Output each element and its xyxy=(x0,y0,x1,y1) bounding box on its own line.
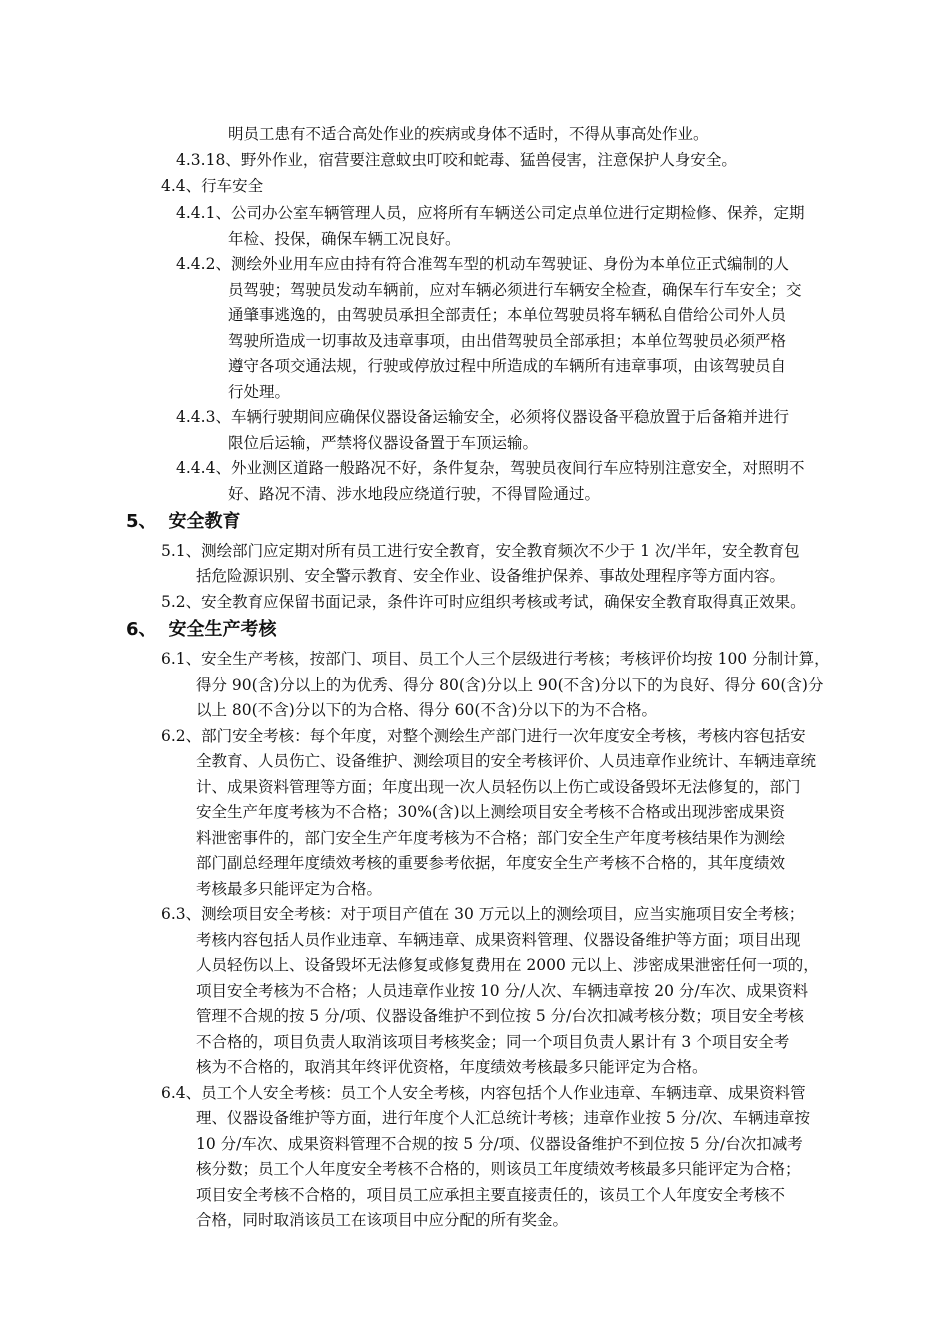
item-4-4-4 xyxy=(176,455,804,481)
subsection-title: 行车安全 xyxy=(201,177,264,195)
lead-line: 明员工患有不适合高处作业的疾病或身体不适时，不得从事高处作业。 xyxy=(228,125,709,143)
section-number: 5、 xyxy=(126,511,157,532)
item-5-1-cont: 括危险源识别、安全警示教育、安全作业、设备维护保养、事故处理程序等方面内容。 xyxy=(196,567,786,585)
item-6-2-cont: 部门副总经理年度绩效考核的重要参考依据，年度安全生产考核不合格的，其年度绩效 xyxy=(196,854,786,872)
item-6-3-cont: 管理不合规的按 5 分/项、仪器设备维护不到位按 5 分/台次扣减考核分数；项目安全考核 xyxy=(196,1007,804,1025)
item-text: 员工个人安全考核：员工个人安全考核，内容包括个人作业违章、车辆违章、成果资料管 xyxy=(201,1084,806,1102)
item-number: 4.4.3、 xyxy=(176,408,231,426)
item-4-4-2-cont: 员驾驶；驾驶员发动车辆前，应对车辆必须进行车辆安全检查，确保车行车安全；交 xyxy=(228,281,802,299)
item-6-3-cont: 项目安全考核为不合格；人员违章作业按 10 分/人次、车辆违章按 20 分/车次、成果资料 xyxy=(196,982,809,1000)
item-4-4-2 xyxy=(176,251,789,277)
item-6-2-cont: 考核最多只能评定为合格。 xyxy=(196,880,383,898)
item-6-4-cont: 合格，同时取消该员工在该项目中应分配的所有奖金。 xyxy=(196,1211,569,1229)
item-number: 6.4、 xyxy=(161,1084,202,1102)
item-text: 外业测区道路一般路况不好，条件复杂，驾驶员夜间行车应特别注意安全，对照明不 xyxy=(230,459,805,477)
item-number: 4.4.4、 xyxy=(176,459,231,477)
section-title: 安全教育 xyxy=(168,511,241,532)
item-6-3-cont: 不合格的，项目负责人取消该项目考核奖金；同一个项目负责人累计有 3 个项目安全考 xyxy=(196,1033,790,1051)
item-text: 测绘项目安全考核：对于项目产值在 30 万元以上的测绘项目，应当实施项目安全考核； xyxy=(201,905,805,923)
section-number: 6、 xyxy=(126,619,157,640)
item-6-1-cont: 以上 80(不含)分以下的为合格、得分 60(不含)分以下的为不合格。 xyxy=(196,701,657,719)
item-text: 测绘外业用车应由持有符合准驾车型的机动车驾驶证、身份为本单位正式编制的人 xyxy=(230,255,789,273)
item-4-4-2-cont: 通肇事逃逸的，由驾驶员承担全部责任；本单位驾驶员将车辆私自借给公司外人员 xyxy=(228,306,787,324)
item-6-4-cont: 项目安全考核不合格的，项目员工应承担主要直接责任的，该员工个人年度安全考核不 xyxy=(196,1186,786,1204)
item-6-4-cont: 10 分/车次、成果资料管理不合规的按 5 分/项、仪器设备维护不到位按 5 分/台次扣减考 xyxy=(196,1135,803,1153)
item-number: 6.3、 xyxy=(161,905,202,923)
item-6-1 xyxy=(161,646,830,672)
item-5-2 xyxy=(161,589,806,615)
item-number: 6.1、 xyxy=(161,650,202,668)
item-4-4-1 xyxy=(176,200,804,226)
item-4-4-1-cont: 年检、投保，确保车辆工况良好。 xyxy=(228,230,461,248)
item-text: 测绘部门应定期对所有员工进行安全教育，安全教育频次不少于 1 次/半年，安全教育包 xyxy=(201,542,800,560)
item-6-1-cont: 得分 90(含)分以上的为优秀、得分 80(含)分以上 90(不含)分以下的为良好、得分 60(含)分 xyxy=(196,676,824,694)
section-heading-6 xyxy=(126,617,277,643)
item-text: 安全生产考核，按部门、项目、员工个人三个层级进行考核；考核评价均按 100 分制计算， xyxy=(201,650,830,668)
item-6-2-cont: 安全生产年度考核为不合格；30%(含)以上测绘项目安全考核不合格或出现涉密成果资 xyxy=(196,803,786,821)
item-number: 5.1、 xyxy=(161,542,202,560)
item-4-4-4-cont: 好、路况不清、涉水地段应绕道行驶，不得冒险通过。 xyxy=(228,485,601,503)
item-6-2-cont: 计、成果资料管理等方面；年度出现一次人员轻伤以上伤亡或设备毁坏无法修复的，部门 xyxy=(196,778,801,796)
item-5-1 xyxy=(161,538,800,564)
section-heading-5 xyxy=(126,509,241,535)
item-text: 安全教育应保留书面记录，条件许可时应组织考核或考试，确保安全教育取得真正效果。 xyxy=(201,593,806,611)
item-4-4-2-cont: 驾驶所造成一切事故及违章事项，由出借驾驶员全部承担；本单位驾驶员必须严格 xyxy=(228,332,787,350)
item-6-4 xyxy=(161,1080,806,1106)
subsection-4-4 xyxy=(161,173,263,199)
item-number: 4.4.1、 xyxy=(176,204,231,222)
section-title: 安全生产考核 xyxy=(168,619,277,640)
item-text: 野外作业，宿营要注意蚊虫叮咬和蛇毒、猛兽侵害，注意保护人身安全。 xyxy=(240,151,737,169)
item-6-2 xyxy=(161,723,806,749)
item-4-4-3 xyxy=(176,404,789,430)
item-6-4-cont: 核分数；员工个人年度安全考核不合格的，则该员工年度绩效考核最多只能评定为合格； xyxy=(196,1160,801,1178)
item-text: 部门安全考核：每个年度，对整个测绘生产部门进行一次年度安全考核，考核内容包括安 xyxy=(201,727,806,745)
item-6-3 xyxy=(161,901,804,927)
item-number: 4.4.2、 xyxy=(176,255,231,273)
item-6-4-cont: 理、仪器设备维护等方面，进行年度个人汇总统计考核；违章作业按 5 分/次、车辆违章按 xyxy=(196,1109,810,1127)
item-6-2-cont: 料泄密事件的，部门安全生产年度考核为不合格；部门安全生产年度考核结果作为测绘 xyxy=(196,829,786,847)
item-6-3-cont: 人员轻伤以上、设备毁坏无法修复或修复费用在 2000 元以上、涉密成果泄密任何一项的， xyxy=(196,956,819,974)
item-6-3-cont: 核为不合格的，取消其年终评优资格，年度绩效考核最多只能评定为合格。 xyxy=(196,1058,708,1076)
item-6-3-cont: 考核内容包括人员作业违章、车辆违章、成果资料管理、仪器设备维护等方面；项目出现 xyxy=(196,931,801,949)
item-text: 公司办公室车辆管理人员，应将所有车辆送公司定点单位进行定期检修、保养，定期 xyxy=(230,204,805,222)
item-6-2-cont: 全教育、人员伤亡、设备维护、测绘项目的安全考核评价、人员违章作业统计、车辆违章统 xyxy=(196,752,817,770)
item-4-3-18 xyxy=(176,147,737,173)
item-4-4-2-cont: 遵守各项交通法规，行驶或停放过程中所造成的车辆所有违章事项，由该驾驶员自 xyxy=(228,357,787,375)
item-number: 5.2、 xyxy=(161,593,202,611)
item-number: 4.3.18、 xyxy=(176,151,241,169)
subsection-number: 4.4、 xyxy=(161,177,202,195)
item-text: 车辆行驶期间应确保仪器设备运输安全，必须将仪器设备平稳放置于后备箱并进行 xyxy=(230,408,789,426)
item-4-4-2-cont: 行处理。 xyxy=(228,383,291,401)
item-number: 6.2、 xyxy=(161,727,202,745)
item-4-4-3-cont: 限位后运输，严禁将仪器设备置于车顶运输。 xyxy=(228,434,539,452)
